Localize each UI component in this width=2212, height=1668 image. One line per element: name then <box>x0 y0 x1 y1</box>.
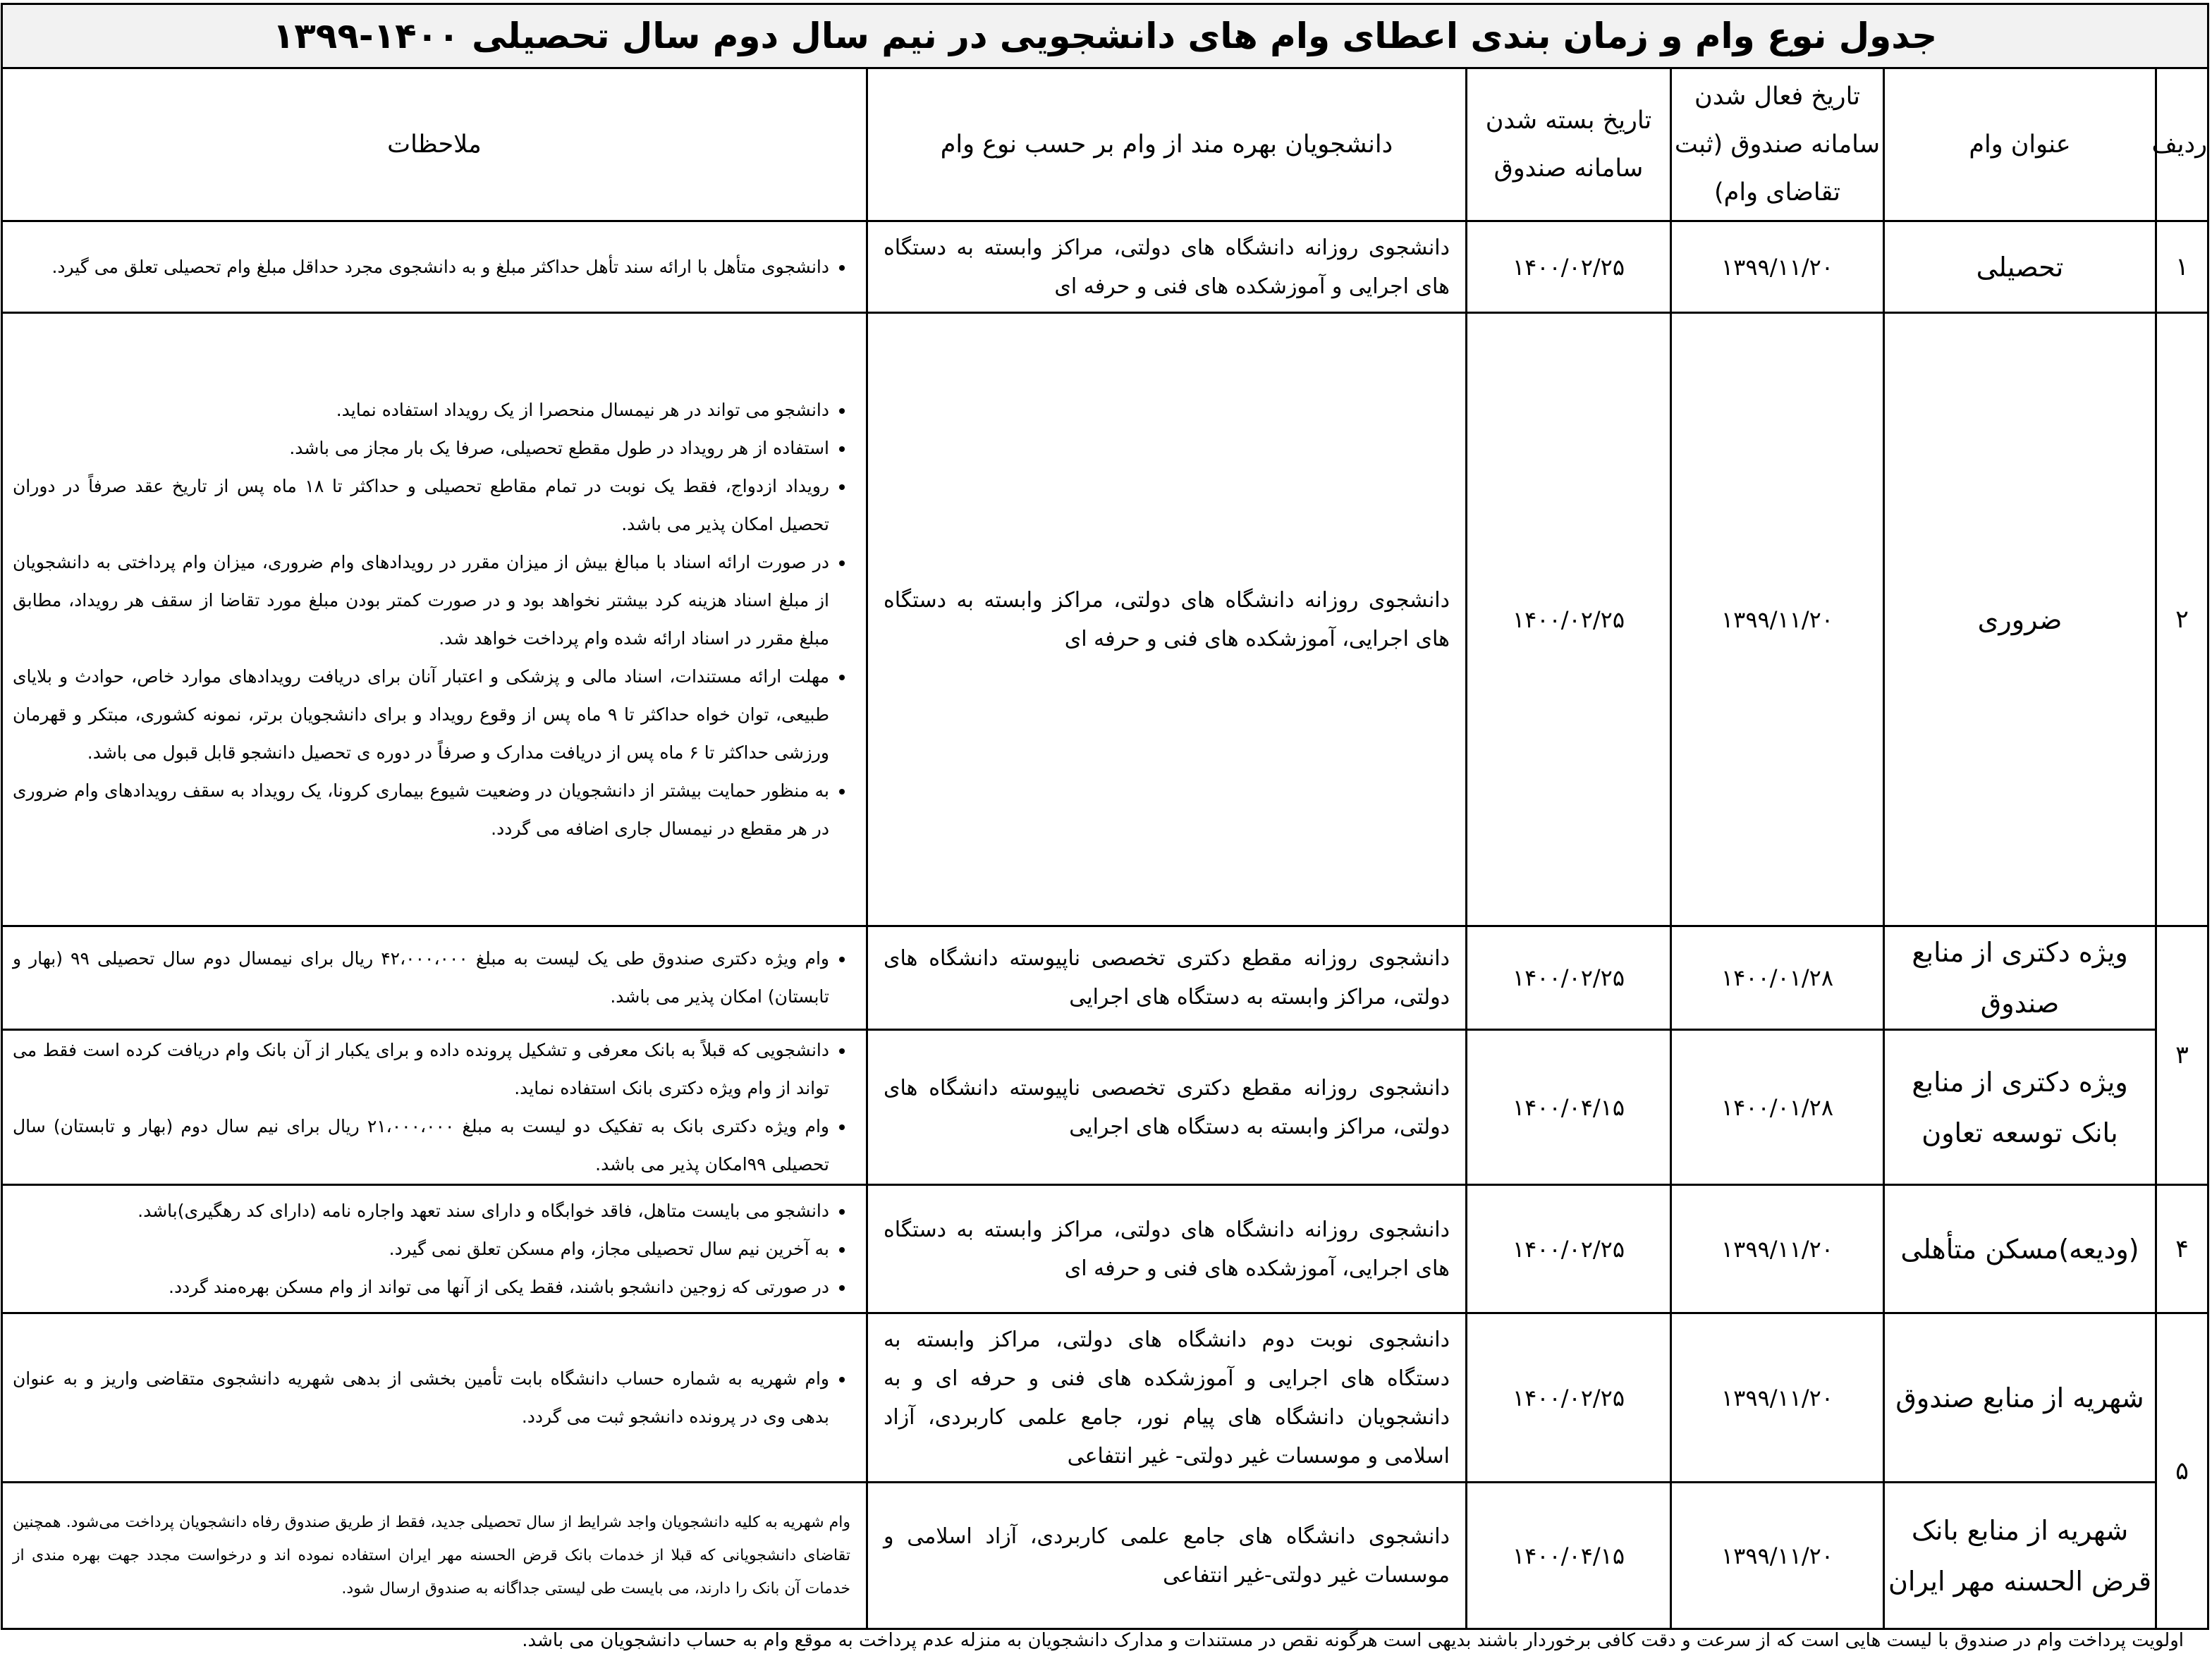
table-row <box>1 1483 2208 1629</box>
activation-date: ۱۳۹۹/۱۱/۲۰ <box>1721 606 1834 633</box>
note-item: وام شهریه به کلیه دانشجویان واجد شرایط از سال تحصیلی جدید، فقط از طریق صندوق رفاه دانشجویان پرداخت می‌شود. همچنین تقاضای دانشجویانی که قبلا از خدمات بانک قرض الحسنه مهر ایران استفاده نموده اند و درخواست مجدد جهت بهره مندی از خدمات آن بانک را دارند، می بایست طی لیستی جداگانه به صندوق ارسال شود. <box>12 1514 850 1598</box>
row-number: ۳ <box>2156 926 2208 1185</box>
note-item: • وام ویژه دکتری بانک به تفکیک دو لیست به مبلغ ۲۱،۰۰۰،۰۰۰ ریال برای نیم سال دوم (بهار و تابستان) سال تحصیلی ۹۹امکان پذیر می باشد. <box>13 1108 829 1184</box>
closing-date-cell <box>1467 313 1671 926</box>
footnote: اولویت پرداخت وام در صندوق با لیست هایی است که از سرعت و دقت کافی برخوردار باشند بدیهی است هرگونه نقص در مستندات و مدارک دانشجویان به منزله عدم پرداخت به موقع وام به حساب دانشجویان می باشد. <box>522 1630 2184 1651</box>
activation-date: ۱۳۹۹/۱۱/۲۰ <box>1721 253 1834 281</box>
note-item: • به منظور حمایت بیشتر از دانشجویان در وضعیت شیوع بیماری کرونا، یک رویداد به سقف رویدادهای وام ضروری در هر مقطع در نیمسال جاری اضافه می گردد. <box>13 772 829 848</box>
closing-date-cell <box>1467 1030 1671 1185</box>
activation-date-cell <box>1671 1313 1884 1483</box>
notes-cell <box>1 313 867 926</box>
beneficiaries: دانشجوی روزانه دانشگاه های دولتی، مراکز وابسته به دستگاه های اجرایی، آموزشکده های فنی و حرفه ای <box>867 1185 1467 1313</box>
notes-list <box>13 1192 850 1306</box>
closing-date: ۱۴۰۰/۰۲/۲۵ <box>1512 606 1625 633</box>
header-beneficiaries: دانشجویان بهره مند از وام بر حسب نوع وام <box>867 68 1467 221</box>
beneficiaries: دانشجوی نوبت دوم دانشگاه های دولتی، مراکز وابسته به دستگاه های اجرایی و آموزشکده های فنی و حرفه ای و به دانشجویان دانشگاه های پیام نور، جامع علمی کاربردی، آزاد اسلامی و موسسات غیر دولتی- غیر انتفاعی <box>867 1313 1467 1483</box>
header-activation-date: تاریخ فعال شدن سامانه صندوق (ثبت تقاضای وام) <box>1671 68 1884 221</box>
note-item: • رویداد ازدواج، فقط یک نوبت در تمام مقاطع تحصیلی و حداکثر تا ۱۸ ماه پس از تاریخ عقد صرفاً در دوران تحصیل امکان پذیر می باشد. <box>13 467 829 544</box>
closing-date-cell <box>1467 1483 1671 1629</box>
notes-list <box>13 391 850 848</box>
beneficiaries: دانشجوی روزانه مقطع دکتری تخصصی ناپیوسته دانشگاه های دولتی، مراکز وابسته به دستگاه های اجرایی <box>867 1030 1467 1185</box>
closing-date-cell <box>1467 1313 1671 1483</box>
beneficiaries: دانشجوی روزانه دانشگاه های دولتی، مراکز وابسته به دستگاه های اجرایی و آموزشکده های فنی و حرفه ای <box>867 221 1467 313</box>
note-item: • استفاده از هر رویداد در طول مقطع تحصیلی، صرفا یک بار مجاز می باشد. <box>13 429 829 467</box>
table-row <box>1 926 2208 1030</box>
table-row <box>1 1313 2208 1483</box>
notes-list <box>13 248 850 286</box>
activation-date-cell <box>1671 1185 1884 1313</box>
notes-cell <box>1 1185 867 1313</box>
closing-date-cell <box>1467 1185 1671 1313</box>
closing-date: ۱۴۰۰/۰۲/۲۵ <box>1512 1384 1625 1411</box>
loan-title: ویژه دکتری از منابع صندوق <box>1884 926 2156 1030</box>
notes-cell <box>1 221 867 313</box>
activation-date-cell <box>1671 221 1884 313</box>
notes-cell <box>1 1030 867 1185</box>
closing-date: ۱۴۰۰/۰۴/۱۵ <box>1512 1093 1625 1121</box>
activation-date: ۱۳۹۹/۱۱/۲۰ <box>1721 1384 1834 1411</box>
notes-list <box>13 1031 850 1184</box>
table-row <box>1 1030 2208 1185</box>
loan-title: تحصیلی <box>1884 221 2156 313</box>
closing-date-cell <box>1467 926 1671 1030</box>
table-row <box>1 1185 2208 1313</box>
closing-date: ۱۴۰۰/۰۲/۲۵ <box>1512 253 1625 281</box>
header-loan-title: عنوان وام <box>1884 68 2156 221</box>
activation-date-cell <box>1671 313 1884 926</box>
row-number: ۵ <box>2156 1313 2208 1629</box>
closing-date-cell <box>1467 221 1671 313</box>
activation-date: ۱۴۰۰/۰۱/۲۸ <box>1721 964 1834 991</box>
closing-date: ۱۴۰۰/۰۲/۲۵ <box>1512 1235 1625 1263</box>
notes-cell <box>1 1313 867 1483</box>
header-row <box>1 68 2208 221</box>
table-row <box>1 221 2208 313</box>
notes-list <box>13 940 850 1016</box>
loan-title: ضروری <box>1884 313 2156 926</box>
loan-schedule-sheet <box>3 3 2209 1630</box>
activation-date: ۱۳۹۹/۱۱/۲۰ <box>1721 1235 1834 1263</box>
activation-date-cell <box>1671 926 1884 1030</box>
loan-title: شهریه از منابع صندوق <box>1884 1313 2156 1483</box>
note-item: • دانشجو می تواند در هر نیمسال منحصرا از یک رویداد استفاده نماید. <box>13 391 829 429</box>
title-row <box>1 4 2208 68</box>
note-item: • در صورتی که زوجین دانشجو باشند، فقط یکی از آنها می تواند از وام مسکن بهره‌مند گردد. <box>13 1268 829 1306</box>
notes-cell <box>1 926 867 1030</box>
closing-date: ۱۴۰۰/۰۲/۲۵ <box>1512 964 1625 991</box>
note-item: • دانشجو می بایست متاهل، فاقد خوابگاه و دارای سند تعهد واجاره نامه (دارای کد رهگیری)باشد. <box>13 1192 829 1230</box>
row-number: ۲ <box>2156 313 2208 926</box>
note-item: • در صورت ارائه اسناد با مبالغ بیش از میزان مقرر در رویدادهای وام ضروری، میزان وام پرداختی به دانشجویان از مبلغ اسناد هزینه کرد بیشتر نخواهد بود و در صورت کمتر بودن مبلغ مورد تقاضا از سقف هر رویداد، مطابق مبلغ مقرر در اسناد ارائه شده وام پرداخت خواهد شد. <box>13 544 829 658</box>
note-item: • به آخرین نیم سال تحصیلی مجاز، وام مسکن تعلق نمی گیرد. <box>13 1230 829 1268</box>
beneficiaries: دانشجوی روزانه دانشگاه های دولتی، مراکز وابسته به دستگاه های اجرایی، آموزشکده های فنی و حرفه ای <box>867 313 1467 926</box>
note-item: • دانشجوی متأهل با ارائه سند تأهل حداکثر مبلغ و به دانشجوی مجرد حداقل مبلغ وام تحصیلی تعلق می گیرد. <box>13 248 829 286</box>
header-closing-date: تاریخ بسته شدن سامانه صندوق <box>1467 68 1671 221</box>
loan-schedule-table <box>1 3 2209 1630</box>
note-item: • مهلت ارائه مستندات، اسناد مالی و پزشکی و اعتبار آنان برای دریافت رویدادهای موارد خاص، حوادث و بلایای طبیعی، توان خواه حداکثر تا ۹ ماه پس از وقوع رویداد و برای دانشجویان برتر، نمونه کشوری، مبتکر و قهرمان ورزشی حداکثر تا ۶ ماه پس از دریافت مدارک و صرفاً در دوره ی تحصیل دانشجو قابل قبول می باشد. <box>13 658 829 772</box>
row-number: ۱ <box>2156 221 2208 313</box>
notes-list <box>13 1360 850 1436</box>
header-notes: ملاحظات <box>1 68 867 221</box>
note-item: • وام ویژه دکتری صندوق طی یک لیست به مبلغ ۴۲،۰۰۰،۰۰۰ ریال برای نیمسال دوم سال تحصیلی ۹۹ (بهار و تابستان) امکان پذیر می باشد. <box>13 940 829 1016</box>
notes-cell <box>1 1483 867 1629</box>
closing-date: ۱۴۰۰/۰۴/۱۵ <box>1512 1542 1625 1569</box>
note-item: • دانشجویی که قبلاً به بانک معرفی و تشکیل پرونده داده و برای یکبار از آن بانک وام دریافت کرده است فقط می تواند از وام ویژه دکتری بانک استفاده نماید. <box>13 1031 829 1108</box>
row-number: ۴ <box>2156 1185 2208 1313</box>
activation-date: ۱۴۰۰/۰۱/۲۸ <box>1721 1093 1834 1121</box>
beneficiaries: دانشجوی روزانه مقطع دکتری تخصصی ناپیوسته دانشگاه های دولتی، مراکز وابسته به دستگاه های اجرایی <box>867 926 1467 1030</box>
activation-date: ۱۳۹۹/۱۱/۲۰ <box>1721 1542 1834 1569</box>
activation-date-cell <box>1671 1483 1884 1629</box>
beneficiaries: دانشجوی دانشگاه های جامع علمی کاربردی، آزاد اسلامی و موسسات غیر دولتی-غیر انتفاعی <box>867 1483 1467 1629</box>
activation-date-cell <box>1671 1030 1884 1185</box>
loan-title: ویژه دکتری از منابع بانک توسعه تعاون <box>1884 1030 2156 1185</box>
table-title: جدول نوع وام و زمان بندی اعطای وام های دانشجویی در نیم سال دوم سال تحصیلی ۱۴۰۰-۱۳۹۹ <box>1 4 2208 68</box>
table-row <box>1 313 2208 926</box>
note-item: • وام شهریه به شماره حساب دانشگاه بابت تأمین بخشی از بدهی شهریه دانشجوی متقاضی واریز و به عنوان بدهی وی در پرونده دانشجو ثبت می گردد. <box>13 1360 829 1436</box>
loan-title: شهریه از منابع بانک قرض الحسنه مهر ایران <box>1884 1483 2156 1629</box>
header-row-number: ردیف <box>2156 68 2208 221</box>
loan-title: (ودیعه)مسکن متأهلی <box>1884 1185 2156 1313</box>
